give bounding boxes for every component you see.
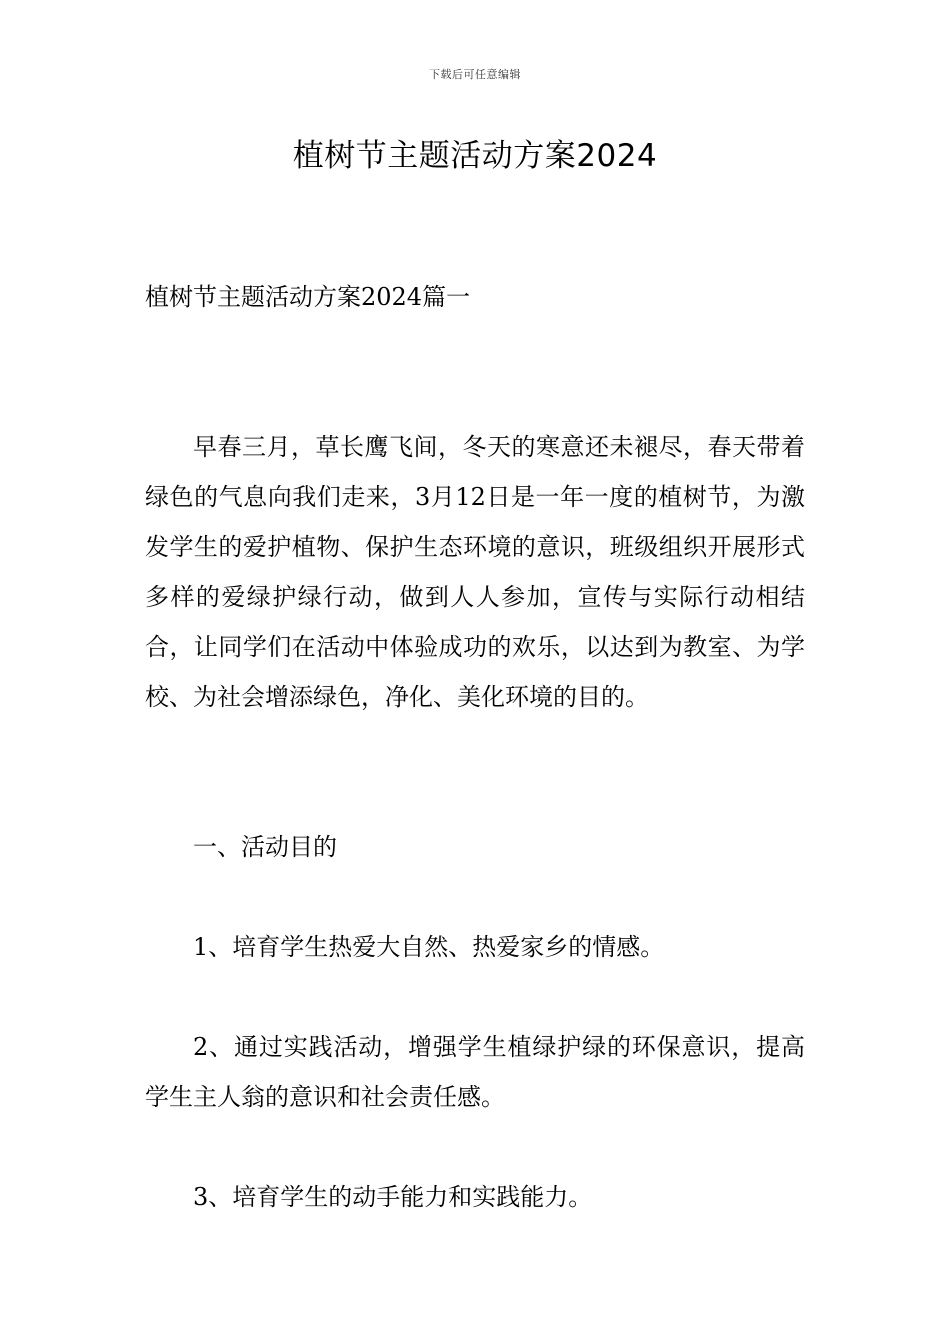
objectives-heading: 一、活动目的 (193, 833, 337, 861)
objective-item-1: 1、培育学生热爱大自然、热爱家乡的情感。 (193, 933, 665, 961)
intro-paragraph: 早春三月，草长鹰飞间，冬天的寒意还未褪尽，春天带着绿色的气息向我们走来，3月12日是一年一度的植树节，为激发学生的爱护植物、保护生态环境的意识，班级组织开展形式多样的爱绿护绿行动，做到人人参加，宣传与实际行动相结合，让同学们在活动中体验成功的欢乐，以达到为教室、为学校、为社会增添绿色，净化、美化环境的目的。 (145, 433, 805, 711)
document-title: 植树节主题活动方案2024 (292, 138, 658, 174)
header-note: 下载后可任意编辑 (429, 68, 521, 81)
objective-item-2: 2、通过实践活动，增强学生植绿护绿的环保意识，提高学生主人翁的意识和社会责任感。 (145, 1033, 805, 1111)
section-heading: 植树节主题活动方案2024篇一 (145, 283, 471, 311)
objective-item-3: 3、培育学生的动手能力和实践能力。 (193, 1183, 593, 1211)
